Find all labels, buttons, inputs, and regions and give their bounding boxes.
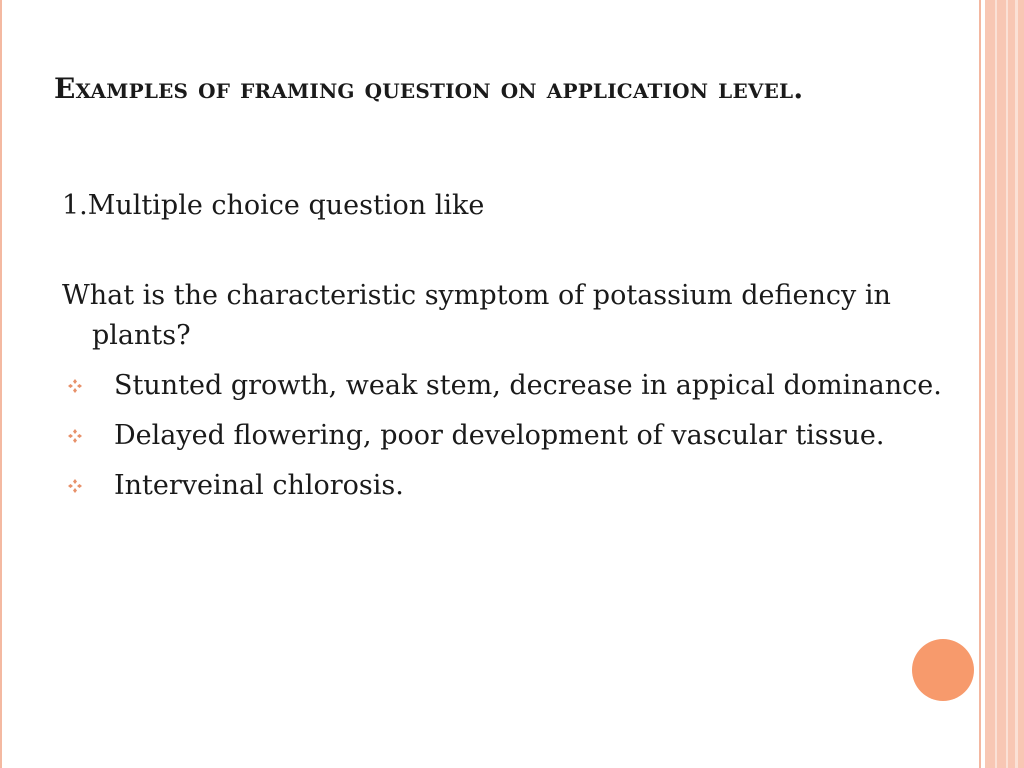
- four-diamond-bullet-icon: [68, 379, 82, 393]
- intro-line: 1.Multiple choice question like: [62, 190, 485, 221]
- slide-body: [62, 186, 942, 516]
- right-border-stripe: [995, 0, 997, 768]
- answer-option-text: Stunted growth, weak stem, decrease in appical dominance.: [114, 370, 942, 401]
- answer-options: [62, 366, 942, 506]
- answer-option-text: Interveinal chlorosis.: [114, 470, 404, 501]
- slide-title: Examples of framing question on application level.: [54, 72, 804, 105]
- answer-option: [62, 416, 942, 456]
- answer-option: [62, 466, 942, 506]
- question-text: What is the characteristic symptom of potassium defiency in plants?: [62, 280, 891, 351]
- left-border: [0, 0, 2, 768]
- four-diamond-bullet-icon: [68, 429, 82, 443]
- four-diamond-bullet-icon: [68, 479, 82, 493]
- answer-option-text: Delayed flowering, poor development of vascular tissue.: [114, 420, 885, 451]
- answer-option: [62, 366, 942, 406]
- right-border-line: [979, 0, 981, 768]
- right-border-stripe: [1006, 0, 1008, 768]
- right-border-stripe: [1015, 0, 1018, 768]
- orange-circle-decoration: [912, 639, 974, 701]
- right-border-band: [985, 0, 1024, 768]
